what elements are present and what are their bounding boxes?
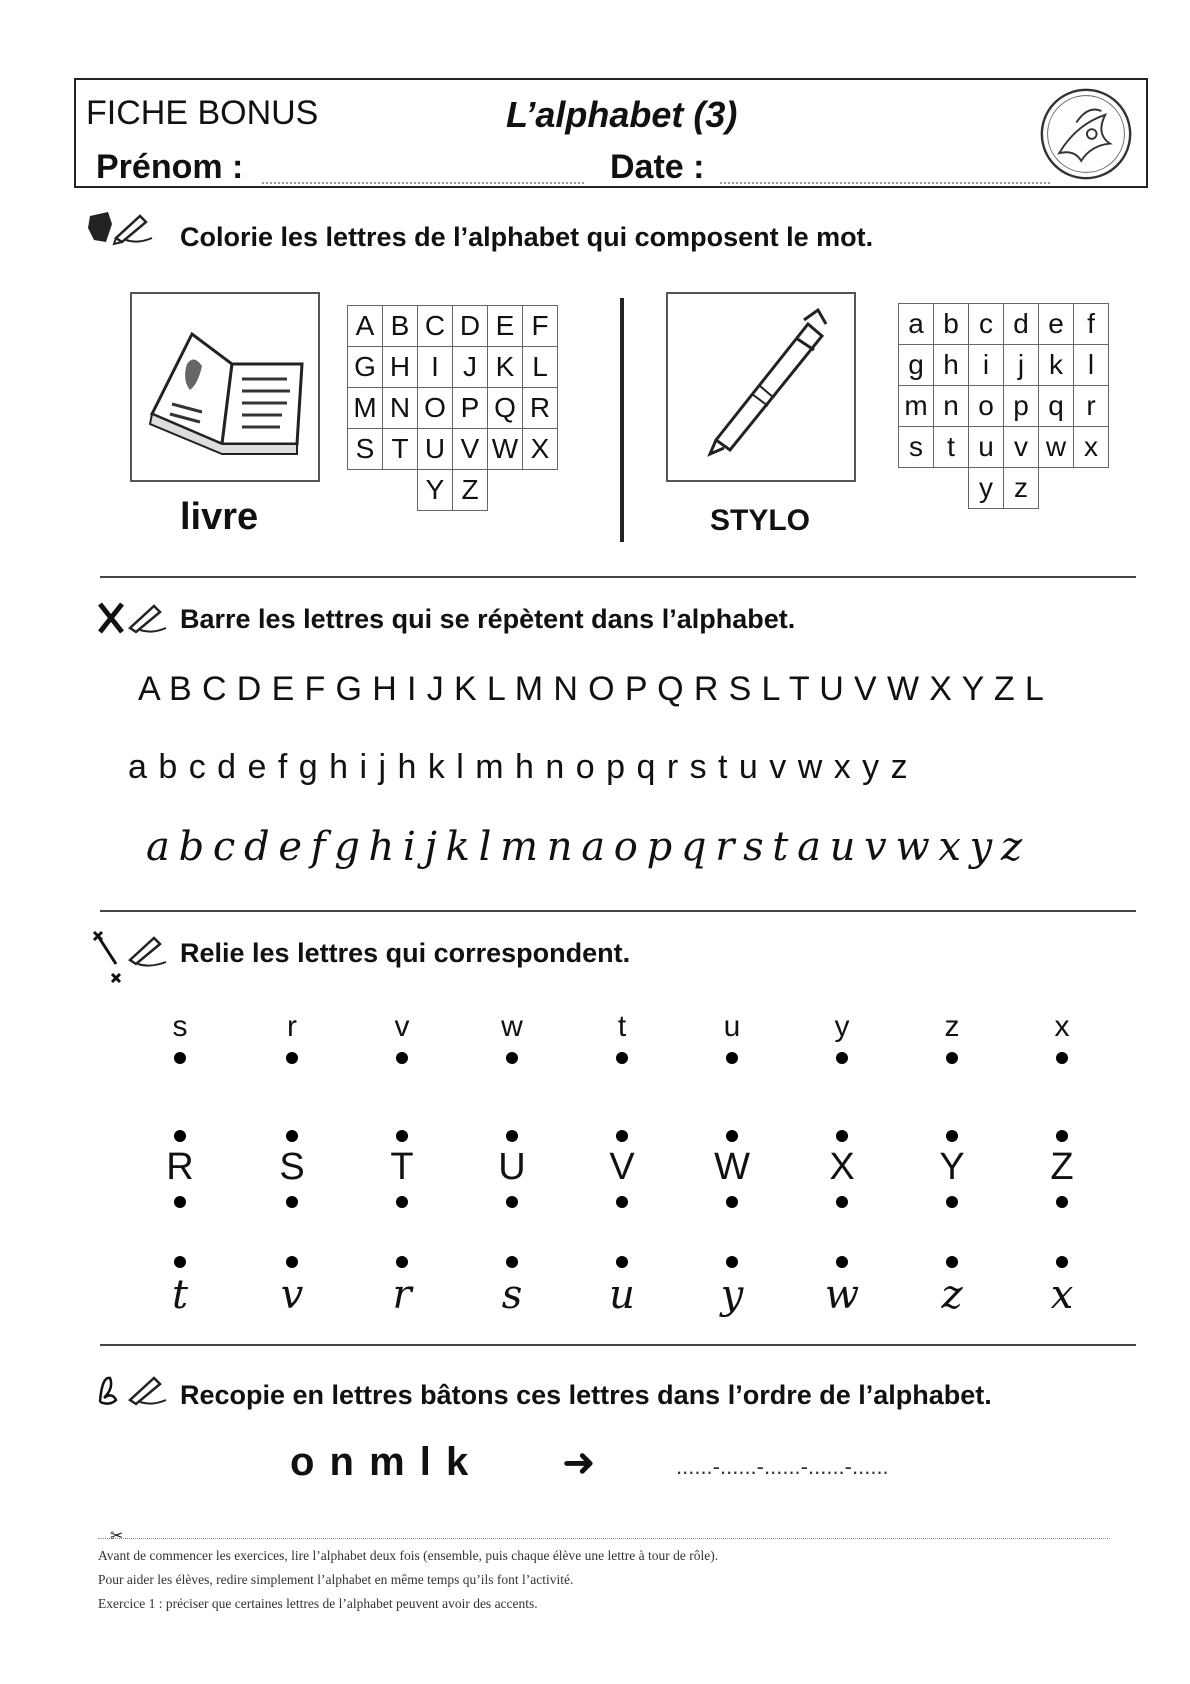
grid-letter-cell[interactable]: W	[488, 429, 523, 470]
match-dot[interactable]	[506, 1052, 518, 1064]
grid-letter-cell[interactable]: A	[348, 306, 383, 347]
grid-letter-cell[interactable]: x	[1074, 427, 1109, 468]
match-dot[interactable]	[616, 1196, 628, 1208]
match-dot[interactable]	[726, 1130, 738, 1142]
grid-empty-cell	[383, 470, 418, 511]
grid-letter-cell[interactable]: s	[899, 427, 934, 468]
grid-letter-cell[interactable]: U	[418, 429, 453, 470]
match-dot[interactable]	[1056, 1196, 1068, 1208]
open-book-icon	[132, 294, 318, 480]
match-middle-letter: Z	[1050, 1146, 1074, 1188]
grid-letter-cell[interactable]: d	[1004, 304, 1039, 345]
grid-letter-cell[interactable]: V	[453, 429, 488, 470]
grid-letter-cell[interactable]: t	[934, 427, 969, 468]
grid-letter-cell[interactable]: m	[899, 386, 934, 427]
grid-letter-cell[interactable]: c	[969, 304, 1004, 345]
cross-pencil-icon	[96, 600, 168, 636]
grid-letter-cell[interactable]: f	[1074, 304, 1109, 345]
grid-empty-cell	[1039, 468, 1074, 509]
fiche-label: FICHE BONUS	[86, 94, 319, 132]
grid-letter-cell[interactable]: N	[383, 388, 418, 429]
grid-empty-cell	[1074, 468, 1109, 509]
grid-letter-cell[interactable]: G	[348, 347, 383, 388]
alphabet-lowercase-row: a b c d e f g h i j h k l m h n o p q r s t u v w x y z	[128, 748, 908, 786]
match-dot[interactable]	[174, 1256, 186, 1268]
answer-blanks[interactable]: ......-......-......-......-......	[676, 1454, 889, 1479]
match-middle-letter: T	[390, 1146, 414, 1188]
match-top-letter: s	[172, 1010, 188, 1043]
match-dot[interactable]	[946, 1052, 958, 1064]
match-dot[interactable]	[396, 1052, 408, 1064]
match-top-letter: r	[287, 1010, 297, 1043]
grid-letter-cell[interactable]: T	[383, 429, 418, 470]
grid-letter-cell[interactable]: Q	[488, 388, 523, 429]
match-dot[interactable]	[174, 1052, 186, 1064]
grid-letter-cell[interactable]: z	[1004, 468, 1039, 509]
link-pencil-icon	[92, 928, 168, 984]
match-bottom-letter: w	[824, 1272, 860, 1318]
match-top-letter: y	[834, 1010, 850, 1043]
match-bottom-letter: v	[280, 1272, 304, 1318]
match-dot[interactable]	[174, 1130, 186, 1142]
grid-letter-cell[interactable]: k	[1039, 345, 1074, 386]
grid-letter-cell[interactable]: Z	[453, 470, 488, 511]
match-top-letter: t	[617, 1010, 627, 1043]
grid-letter-cell[interactable]: y	[969, 468, 1004, 509]
match-dot[interactable]	[616, 1052, 628, 1064]
match-bottom-letter: y	[720, 1272, 744, 1318]
match-dot[interactable]	[726, 1256, 738, 1268]
color-pencil-icon	[86, 210, 156, 246]
note-2: Pour aider les élèves, redire simplement l’alphabet en même temps qu’ils font l’activité.	[98, 1572, 574, 1587]
match-dot[interactable]	[616, 1130, 628, 1142]
grid-letter-cell[interactable]: S	[348, 429, 383, 470]
grid-letter-cell[interactable]: l	[1074, 345, 1109, 386]
match-top-letter: v	[394, 1010, 410, 1043]
prenom-label: Prénom :	[96, 148, 244, 186]
match-middle-letter: V	[609, 1146, 635, 1188]
arrow-right-icon: ➜	[562, 1440, 596, 1486]
match-middle-letter: Y	[939, 1146, 965, 1188]
book-image-frame	[130, 292, 320, 482]
grid-letter-cell[interactable]: i	[969, 345, 1004, 386]
match-dot[interactable]	[1056, 1256, 1068, 1268]
section-divider-2	[100, 910, 1136, 912]
grid-letter-cell[interactable]: r	[1074, 386, 1109, 427]
note-3: Exercice 1 : préciser que certaines lettres de l’alphabet peuvent avoir des accents.	[98, 1596, 538, 1611]
grid-letter-cell[interactable]: w	[1039, 427, 1074, 468]
grid-letter-cell[interactable]: p	[1004, 386, 1039, 427]
match-top-letter: u	[723, 1010, 741, 1043]
match-dot[interactable]	[396, 1256, 408, 1268]
match-dot[interactable]	[506, 1196, 518, 1208]
grid-letter-cell[interactable]: E	[488, 306, 523, 347]
lowercase-grid	[898, 303, 1109, 509]
grid-letter-cell[interactable]: Y	[418, 470, 453, 511]
grid-letter-cell[interactable]: e	[1039, 304, 1074, 345]
alphabet-uppercase-row: A B C D E F G H I J K L M N O P Q R S L T U V W X Y Z L	[138, 670, 1045, 708]
grid-letter-cell[interactable]: L	[523, 347, 558, 388]
grid-letter-cell[interactable]: h	[934, 345, 969, 386]
match-dot[interactable]	[836, 1196, 848, 1208]
match-dot[interactable]	[286, 1052, 298, 1064]
grid-letter-cell[interactable]: g	[899, 345, 934, 386]
fairy-logo-icon	[1038, 86, 1134, 182]
grid-letter-cell[interactable]: o	[969, 386, 1004, 427]
match-bottom-letter: r	[392, 1272, 412, 1318]
word-livre: livre	[180, 496, 259, 538]
match-middle-letter: X	[829, 1146, 855, 1188]
grid-letter-cell[interactable]: K	[488, 347, 523, 388]
divider-vertical	[620, 298, 624, 542]
grid-letter-cell[interactable]: n	[934, 386, 969, 427]
grid-letter-cell[interactable]: j	[1004, 345, 1039, 386]
grid-empty-cell	[523, 470, 558, 511]
uppercase-grid	[347, 305, 558, 511]
prenom-field[interactable]	[262, 182, 584, 184]
match-dot[interactable]	[836, 1256, 848, 1268]
grid-letter-cell[interactable]: M	[348, 388, 383, 429]
grid-letter-cell[interactable]: q	[1039, 386, 1074, 427]
match-top-letter: z	[944, 1010, 960, 1043]
match-dot[interactable]	[286, 1130, 298, 1142]
grid-letter-cell[interactable]: R	[523, 388, 558, 429]
grid-letter-cell[interactable]: v	[1004, 427, 1039, 468]
grid-letter-cell[interactable]: u	[969, 427, 1004, 468]
instruction-4: Recopie en lettres bâtons ces lettres dans l’ordre de l’alphabet.	[180, 1380, 992, 1410]
instruction-3: Relie les lettres qui correspondent.	[180, 938, 631, 968]
grid-letter-cell[interactable]: J	[453, 347, 488, 388]
grid-letter-cell[interactable]: O	[418, 388, 453, 429]
match-dot[interactable]	[1056, 1052, 1068, 1064]
pen-icon	[668, 294, 854, 480]
section-divider-3	[100, 1344, 1136, 1346]
grid-letter-cell[interactable]: D	[453, 306, 488, 347]
grid-letter-cell[interactable]: F	[523, 306, 558, 347]
match-dot[interactable]	[616, 1256, 628, 1268]
cut-line	[98, 1538, 1110, 1539]
note-1: Avant de commencer les exercices, lire l’alphabet deux fois (ensemble, puis chaque élève une lettre à tour de rôle).	[98, 1548, 719, 1563]
match-dot[interactable]	[726, 1196, 738, 1208]
grid-empty-cell	[899, 468, 934, 509]
match-dot[interactable]	[396, 1130, 408, 1142]
grid-empty-cell	[488, 470, 523, 511]
date-label: Date :	[610, 148, 705, 186]
match-dot[interactable]	[1056, 1130, 1068, 1142]
match-dot[interactable]	[726, 1052, 738, 1064]
match-middle-letter: W	[714, 1146, 750, 1188]
match-bottom-letter: x	[1050, 1272, 1074, 1318]
match-dot[interactable]	[836, 1130, 848, 1142]
match-dot[interactable]	[506, 1130, 518, 1142]
match-bottom-letter: s	[501, 1272, 523, 1318]
match-top-letter: x	[1054, 1010, 1070, 1043]
write-pencil-icon	[96, 1372, 168, 1408]
grid-letter-cell[interactable]: B	[383, 306, 418, 347]
match-top-letter: w	[501, 1010, 523, 1043]
grid-empty-cell	[348, 470, 383, 511]
match-bottom-letter: t	[171, 1272, 189, 1318]
grid-letter-cell[interactable]: a	[899, 304, 934, 345]
instruction-1: Colorie les lettres de l’alphabet qui composent le mot.	[180, 222, 874, 252]
scissors-icon: ✂	[110, 1526, 124, 1545]
section-divider-1	[100, 576, 1136, 578]
match-dot[interactable]	[174, 1196, 186, 1208]
page-title: L’alphabet (3)	[506, 94, 738, 135]
match-dot[interactable]	[286, 1196, 298, 1208]
alphabet-cursive-row: a b c d e f g h i j k l m n a o p q r s t a u v w x y z	[146, 824, 1023, 870]
word-stylo: STYLO	[710, 504, 811, 537]
grid-letter-cell[interactable]: X	[523, 429, 558, 470]
match-dot[interactable]	[836, 1052, 848, 1064]
pen-image-frame	[666, 292, 856, 482]
grid-letter-cell[interactable]: P	[453, 388, 488, 429]
match-dot[interactable]	[506, 1256, 518, 1268]
grid-empty-cell	[934, 468, 969, 509]
match-dot[interactable]	[286, 1256, 298, 1268]
letters-to-order: o n m l k	[290, 1440, 471, 1484]
match-middle-letter: S	[279, 1146, 305, 1188]
grid-letter-cell[interactable]: b	[934, 304, 969, 345]
match-dot[interactable]	[946, 1256, 958, 1268]
date-field[interactable]	[720, 182, 1050, 184]
match-bottom-letter: u	[609, 1272, 635, 1318]
match-middle-letter: R	[166, 1146, 194, 1188]
match-dot[interactable]	[946, 1130, 958, 1142]
instruction-2: Barre les lettres qui se répètent dans l’alphabet.	[180, 604, 796, 634]
match-dot[interactable]	[946, 1196, 958, 1208]
grid-letter-cell[interactable]: H	[383, 347, 418, 388]
grid-letter-cell[interactable]: I	[418, 347, 453, 388]
match-bottom-letter: z	[941, 1272, 963, 1318]
grid-letter-cell[interactable]: C	[418, 306, 453, 347]
match-middle-letter: U	[498, 1146, 526, 1188]
match-dot[interactable]	[396, 1196, 408, 1208]
